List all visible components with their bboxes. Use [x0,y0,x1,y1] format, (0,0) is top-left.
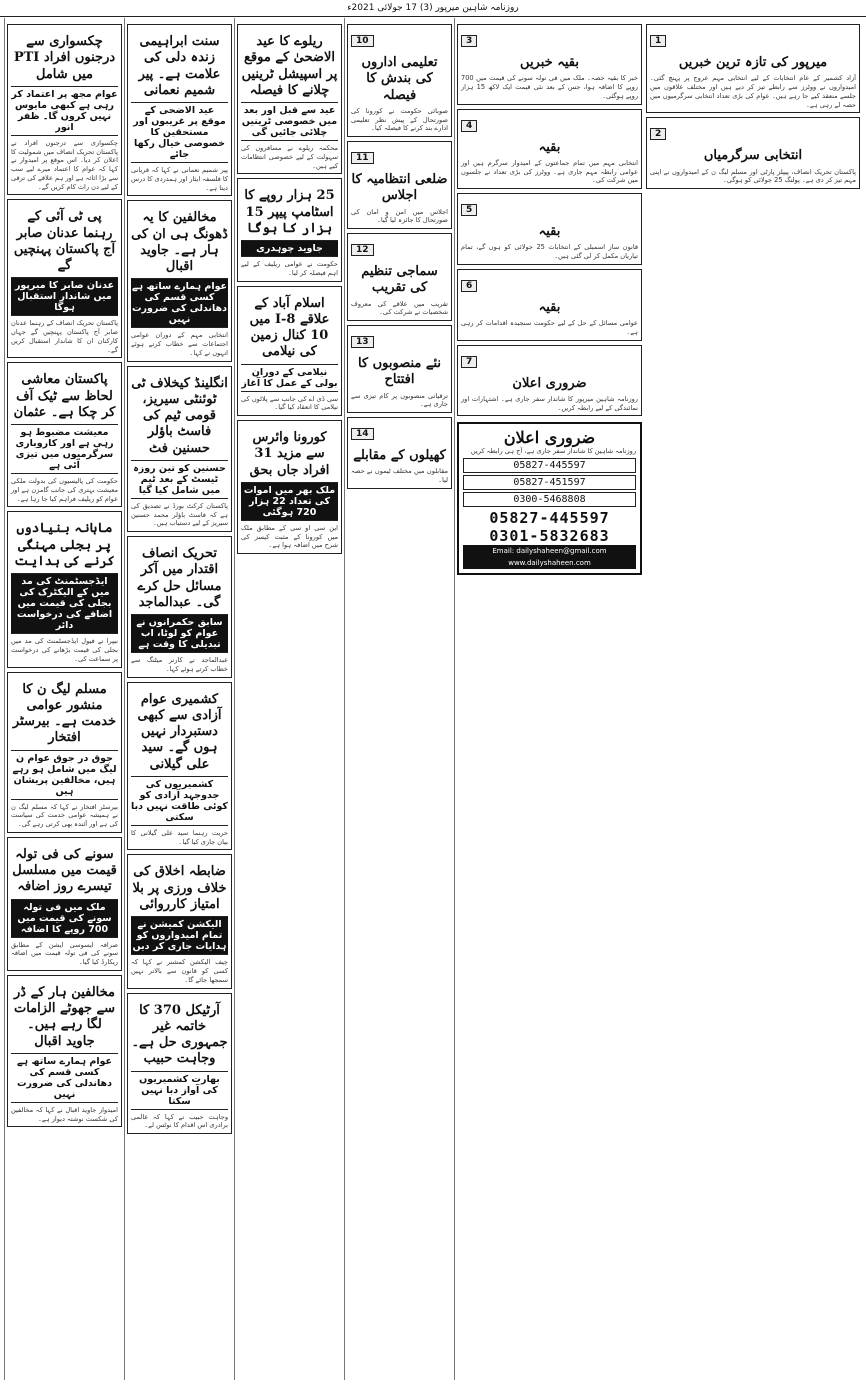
story-headline: کھیلوں کے مقابلے [353,448,446,464]
story-headline: پی ٹی آئی کے رہنما عدنان صابر آج پاکستان پہنچیں گے [13,209,116,274]
story-subheadline: عوام ہمارے ساتھ ہے کسی قسم کی دھاندلی کی ضرورت نہیں [11,1053,118,1103]
story [7,199,122,358]
story-headline: بقیہ خبریں [520,55,579,70]
story-subheadline: جوق در جوق عوام ن لیگ میں شامل ہو رہے ہیں، مخالفین پریشان ہیں [11,750,118,800]
story-subheadline: ملک بھر میں اموات کی تعداد 22 ہزار 720 ہوگئی [241,482,338,521]
story-headline: بقیہ [538,139,561,155]
story-body: اجلاس میں امن و امان کی صورتحال کا جائزہ لیا گیا۔ [351,207,448,225]
story-body: صرافہ ایسوسی ایشن کے مطابق سونے کی فی تولہ قیمت میں اضافہ ریکارڈ کیا گیا۔ [11,940,118,967]
story-body: انتخابی مہم کے دوران عوامی اجتماعات سے خطاب کرتے ہوئے انہوں نے کہا۔ [131,331,228,357]
story-subheadline: حسنین کو تین روزہ ٹیسٹ کے بعد ٹیم میں شامل کیا گیا [131,460,228,499]
ad-website: www.dailyshaheen.com [463,557,636,569]
story [347,325,452,413]
story [237,178,342,281]
story-headline: ضلعی انتظامیہ کا اجلاس [351,172,448,204]
story [127,682,232,851]
column-3 [344,18,454,1380]
ad-title: ضروری اعلان [503,428,596,448]
story-number: 2 [650,128,666,140]
story [646,24,860,113]
story-body: عوامی مسائل کے حل کے لیے حکومت سنجیدہ اقدامات کر رہی ہے۔ [461,319,638,336]
story-headline: بقیہ [538,299,561,315]
story-body: پاکستان کرکٹ بورڈ نے تصدیق کی ہے کہ فاسٹ باؤلر محمد حسنین سیریز کے لیے دستیاب ہیں۔ [131,501,228,528]
story-body: تقریب میں علاقے کی معروف شخصیات نے شرکت کی۔ [351,299,448,317]
story [237,420,342,554]
column-1 [644,18,862,1380]
story [7,837,122,971]
story-subheadline: سابق حکمرانوں نے عوام کو لوٹا، اب تبدیلی کا وقت ہے [131,614,228,653]
story [347,24,452,137]
story-headline: مسلم لیگ ن کا منشور عوامی خدمت ہے۔ بیرسٹر افتخار [12,681,117,746]
story-headline: ماہانہ بنیادوں پر بجلی مہنگی کرنے کی ہدایت [14,521,115,569]
story-headline: تحریک انصاف اقتدار میں آکر مسائل حل کرے گی۔ عبدالماجد [137,546,222,610]
ad-big-phone-2: 0301-5832683 [489,527,610,546]
story [127,200,232,361]
story-headline: سونے کی فی تولہ قیمت میں مسلسل تیسرے روز اضافہ [12,846,117,895]
story-headline: انگلینڈ کیخلاف ٹی ٹوئنٹی سیریز، قومی ٹیم کی فاسٹ باؤلر حسنین فٹ [131,375,228,456]
story-body: چکسواری سے درجنوں افراد نے پاکستان تحریک انصاف میں شمولیت کا اعلان کر دیا۔ اس موقع پر امیدوار نے کہا کہ عوام کا اعتماد میرے لیے سب سے بڑا اثاثہ ہے اور ہم علاقے کی ترقی کے لیے دن رات کام کریں گے۔ [11,138,118,191]
story-headline: کورونا وائرس سے مزید 31 افراد جاں بحق [249,430,330,478]
story-headline: مخالفین کا یہ ڈھونگ ہی ان کی ہار ہے۔ جاوید اقبال [131,210,228,275]
masthead-dateline: روزنامہ شاہین میرپور (3) 17 جولائی 2021ء [0,0,866,17]
story-subheadline: کشمیریوں کی جدوجہد آزادی کو کوئی طاقت نہیں دبا سکتی [131,776,228,826]
story-body: حکومت نے عوامی ریلیف کے لیے اہم فیصلہ کر لیا۔ [241,260,338,277]
story-headline: ریلوے کا عید الاضحیٰ کے موقع پر اسپیشل ٹرینیں چلانے کا فیصلہ [241,34,338,98]
column-6 [4,18,124,1380]
story-headline: چکسواری سے درجنوں افراد PTI میں شامل [13,34,116,82]
story [457,109,642,190]
story-number: 11 [351,152,374,164]
story-subheadline: نیلامی کے دوران بولی کے عمل کا آغاز [241,364,338,392]
story [7,975,122,1128]
story-body: حریت رہنما سید علی گیلانی کا بیان جاری کیا گیا۔ [131,828,228,846]
story-subheadline: عید الاضحی کے موقع پر غریبوں اور مستحقین کا خصوصی خیال رکھا جائے [131,102,228,163]
ad-text: روزنامہ شاہین کا شاندار سفر جاری ہے، آج ہی رابطہ کریں [470,447,636,456]
story [127,366,232,533]
story [457,345,642,417]
story-headline: کشمیری عوام آزادی سے کبھی دستبردار نہیں ہوں گے۔ سید علی گیلانی [137,691,222,772]
ad-email: Email: dailyshaheen@gmail.com [463,545,636,557]
ad-big-phone-1: 05827-445597 [489,509,610,528]
story-subheadline: عید سے قبل اور بعد میں خصوصی ٹرینیں چلائی جائیں گی [241,102,338,141]
column-2 [454,18,644,1380]
story-headline: بقیہ [538,224,561,240]
story-subheadline: بھارت کشمیریوں کی آواز دبا نہیں سکتا [131,1071,228,1110]
story-headline: آرٹیکل 370 کا خاتمہ غیر جمہوری حل ہے۔ وجاہت حبیب [131,1002,228,1067]
story-headline: تعلیمی اداروں کی بندش کا فیصلہ [361,55,438,103]
story-subheadline: جاوید چوہدری [241,240,338,257]
story [237,24,342,174]
story [237,286,342,417]
story-headline: 25 ہزار روپے کا اسٹامپ پیپر 15 ہزار کا ہوگا [244,188,335,236]
ad-phone-2: 05827-451597 [463,475,636,490]
story-subheadline: معیشت مضبوط ہو رہی ہے اور کاروباری سرگرمیوں میں تیزی آئی ہے [11,424,118,474]
story-subheadline: الیکشن کمیشن نے تمام امیدواروں کو ہدایات جاری کر دیں [131,916,228,955]
story-body: مقابلوں میں مختلف ٹیموں نے حصہ لیا۔ [351,467,448,485]
story-subheadline: ایڈجسٹمنٹ کی مد میں کے الیکٹرک کی بجلی کی قیمت میں اضافے کی درخواست دائر [11,573,118,634]
story-number: 10 [351,35,374,47]
story-body: پاکستان تحریک انصاف، پیپلز پارٹی اور مسلم لیگ ن کے امیدواروں نے اپنی مہم تیز کر دی ہے۔ پولنگ 25 جولائی کو ہوگی۔ [650,167,856,185]
story-body: عبدالماجد نے کارنر میٹنگ سے خطاب کرتے ہوئے کہا۔ [131,656,228,673]
story-number: 7 [461,356,477,368]
story-number: 12 [351,244,374,256]
story [7,24,122,195]
story [127,854,232,988]
story [457,193,642,265]
story-headline: سنت ابراہیمی زندہ دلی کی علامت ہے۔ پیر شمیم نعمانی [138,34,221,98]
story-body: این سی او سی کے مطابق ملک میں کورونا کے مثبت کیسز کی شرح میں اضافہ ہوا ہے۔ [241,523,338,550]
story-number: 13 [351,336,374,348]
story-headline: اسلام آباد کے علاقے I-8 میں 10 کنال زمین کی نیلامی [249,295,330,360]
story-headline: پاکستان معاشی لحاظ سے ٹیک آف کر چکا ہے۔ عثمان [13,372,116,420]
story [457,269,642,341]
advertisement-box [457,422,642,575]
story-number: 14 [351,428,374,440]
story-subheadline: عوام ہمارے ساتھ ہے کسی قسم کی دھاندلی کی ضرورت نہیں [131,278,228,328]
story [347,233,452,321]
story-headline: میرپور کی تازہ ترین خبریں [678,55,828,70]
story-body: امیدوار جاوید اقبال نے کہا کہ مخالفین کی شکست نوشتہ دیوار ہے۔ [11,1105,118,1123]
story [7,511,122,667]
story-number: 5 [461,204,477,216]
story [646,117,860,189]
page-columns [4,18,862,1380]
story-headline: ضابطہ اخلاق کی خلاف ورزی پر بلا امتیاز کارروائی [132,864,227,912]
story-body: چیف الیکشن کمشنر نے کہا کہ کسی کو قانون سے بالاتر نہیں سمجھا جائے گا۔ [131,958,228,984]
story-body: سی ڈی اے کی جانب سے پلاٹوں کی نیلامی کا انعقاد کیا گیا۔ [241,394,338,412]
column-5 [124,18,234,1380]
column-4 [234,18,344,1380]
story [457,24,642,105]
story-headline: ضروری اعلان [512,375,587,391]
ad-phone-3: 0300-5468808 [463,492,636,507]
story-number: 6 [461,280,477,292]
story-number: 3 [461,35,477,47]
story-headline: مخالفین ہار کے ڈر سے جھوٹے الزامات لگا رہے ہیں۔ جاوید اقبال [13,984,116,1049]
story-body: پاکستان تحریک انصاف کے رہنما عدنان صابر آج پاکستان پہنچیں گے جہاں کارکنان ان کا شاندار استقبال کریں گے۔ [11,319,118,354]
story [7,362,122,507]
story-body: خبر کا بقیہ حصہ۔ ملک میں فی تولہ سونے کی قیمت میں 700 روپے کا اضافہ ہوا، جس کے بعد نئی قیمت ایک لاکھ 15 ہزار روپے ہوگئی۔ [461,74,638,100]
story-headline: سماجی تنظیم کی تقریب [361,264,438,296]
story [127,993,232,1135]
story [7,672,122,833]
ad-phone-1: 05827-445597 [463,458,636,473]
story-subheadline: عوام مجھ پر اعتماد کر رہی ہے کبھی مایوس نہیں کروں گا۔ ظفر انور [11,86,118,136]
story-subheadline: ملک میں فی تولہ سونے کی قیمت میں 700 روپے کا اضافہ [11,899,118,938]
story-subheadline: عدنان صابر کا میرپور میں شاندار استقبال ہوگا [11,277,118,316]
story-number: 1 [650,35,666,47]
story-number: 4 [461,120,477,132]
story-headline: انتخابی سرگرمیاں [703,148,803,164]
story-headline: نئے منصوبوں کا افتتاح [357,356,442,388]
story-body: ترقیاتی منصوبوں پر کام تیزی سے جاری ہے۔ [351,391,448,409]
story-body: حکومت کی پالیسیوں کی بدولت ملکی معیشت بہتری کی جانب گامزن ہے اور عوام کو ریلیف فراہم کیا جا رہا ہے۔ [11,477,118,503]
story-body: قانون ساز اسمبلی کے انتخابات 25 جولائی کو ہوں گے، تمام تیاریاں مکمل کر لی گئی ہیں۔ [461,243,638,261]
story [347,141,452,229]
story-body: محکمہ ریلوے نے مسافروں کی سہولت کے لیے خصوصی انتظامات کیے ہیں۔ [241,144,338,170]
story [127,24,232,196]
story-body: بیرسٹر افتخار نے کہا کہ مسلم لیگ ن نے ہمیشہ عوامی خدمت کی سیاست کی ہے اور آئندہ بھی کرتی رہے گی۔ [11,802,118,829]
story-body: پیر شمیم نعمانی نے کہا کہ قربانی کا فلسفہ ایثار اور ہمدردی کا درس دیتا ہے۔ [131,166,228,192]
story-body: آزاد کشمیر کے عام انتخابات کے لیے انتخابی مہم عروج پر پہنچ گئی۔ امیدواروں نے ووٹرز سے رابطے تیز کر دیے ہیں اور مختلف علاقوں میں جلسے منعقد کیے جا رہے ہیں۔ عوام کی بڑی تعداد انتخابی سرگرمیوں میں حصہ لے رہی ہے۔ [650,74,856,109]
story [127,536,232,678]
story-body: روزنامہ شاہین میرپور کا شاندار سفر جاری ہے۔ اشتہارات اور نمائندگی کے لیے رابطہ کریں۔ [461,394,638,412]
story-body: وجاہت حبیب نے کہا کہ عالمی برادری اس اقدام کا نوٹس لے۔ [131,1112,228,1130]
story-body: نیپرا نے فیول ایڈجسٹمنٹ کی مد میں بجلی کی قیمت بڑھانے کی درخواست پر سماعت کی۔ [11,637,118,663]
story-body: انتخابی مہم میں تمام جماعتوں کے امیدوار سرگرم ہیں اور عوامی رابطہ مہم جاری ہے۔ ووٹرز کی بڑی تعداد نے جلسوں میں شرکت کی۔ [461,158,638,185]
story [347,417,452,489]
story-body: صوبائی حکومت نے کورونا کی صورتحال کے پیش نظر تعلیمی ادارے بند کرنے کا فیصلہ کیا۔ [351,106,448,133]
